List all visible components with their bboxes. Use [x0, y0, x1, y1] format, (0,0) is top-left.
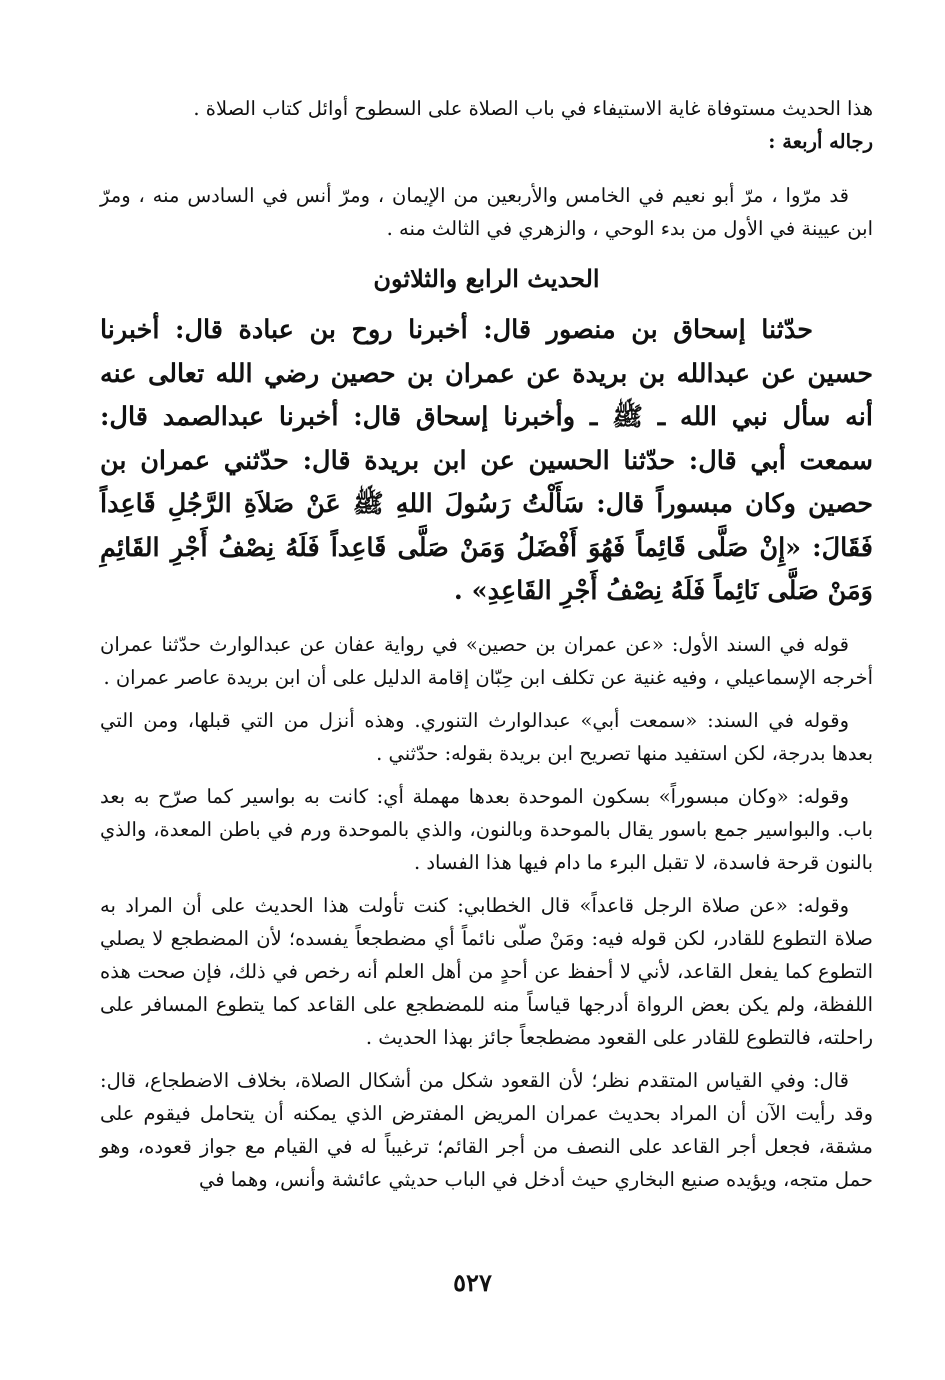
- page-number: ٥٢٧: [453, 1268, 492, 1297]
- commentary-paragraph-1: قوله في السند الأول: «عن عمران بن حصين» في رواية عفان عن عبدالوارث حدّثنا عمران أخرجه الإسماعيلي ، وفيه غنية عن تكلف ابن حِبّان إقامة الدليل على أن ابن بريدة عاصر عمران .: [100, 632, 873, 689]
- commentary-paragraph-4: وقوله: «عن صلاة الرجل قاعداً» قال الخطابي: كنت تأولت هذا الحديث على أن المراد به صلاة التطوع للقادر، لكن قوله فيه: ومَنْ صلّى نائماً أي مضطجعاً يفسده؛ لأن المضطجع لا يصلي التطوع كما يفعل القاعد، لأني لا أحفظ عن أحدٍ من أهل العلم أنه رخص في ذلك، فإن صحت هذه اللفظة، ولم يكن بعض الرواة أدرجها قياساً منه للمضطجع على القاعد كما يتطوع المسافر على راحلته، فالتطوع للقادر على القعود مضطجعاً جائز بهذا الحديث .: [100, 893, 873, 1049]
- page-content: [100, 92, 873, 1206]
- narrators-label: رجاله أربعة :: [768, 130, 873, 153]
- intro-line: هذا الحديث مستوفاة غاية الاستيفاء في باب الصلاة على السطوح أوائل كتاب الصلاة .: [193, 97, 873, 120]
- commentary-paragraph-3: وقوله: «وكان مبسوراً» بسكون الموحدة بعدها مهملة أي: كانت به بواسير كما صرّح به بعد باب. والبواسير جمع باسور يقال بالموحدة وبالنون، والذي بالموحدة ورم في باطن المعدة، والذي بالنون قرحة فاسدة، لا تقبل البرء ما دام فيها هذا الفساد .: [100, 784, 873, 874]
- hadith-text: حدّثنا إسحاق بن منصور قال: أخبرنا روح بن عبادة قال: أخبرنا حسين عن عبدالله بن بريدة عن عمران بن حصين رضي الله تعالى عنه أنه سأل نبي الله ـ ﷺ ـ وأخبرنا إسحاق قال: أخبرنا عبدالصمد قال: سمعت أبي قال: حدّثنا الحسين عن ابن بريدة قال: حدّثني عمران بن حصين وكان مبسوراً قال: سَأَلْتُ رَسُولَ اللهِ ﷺ عَنْ صَلاَةِ الرَّجُلِ قَاعِداً فَقَالَ: «إِنْ صَلَّى قَائِماً فَهُوَ أَفْضَلُ وَمَنْ صَلَّى قَاعِداً فَلَهُ نِصْفُ أَجْرِ القَائِمِ وَمَنْ صَلَّى نَائِماً فَلَهُ نِصْفُ أَجْرِ القَاعِدِ» .: [100, 315, 873, 606]
- narrators-text: قد مرّوا ، مرّ أبو نعيم في الخامس والأربعين من الإيمان ، ومرّ أنس في السادس منه ، ومرّ ابن عيينة في الأول من بدء الوحي ، والزهري في الثالث منه .: [100, 184, 873, 240]
- commentary-paragraph-5: قال: وفي القياس المتقدم نظر؛ لأن القعود شكل من أشكال الصلاة، بخلاف الاضطجاع، قال: وقد رأيت الآن أن المراد بحديث عمران المريض المفترض الذي يمكنه أن يتحامل فيقوم على مشقة، فجعل أجر القاعد على النصف من أجر القائم؛ ترغيباً له في القيام مع جواز قعوده، وهو حمل متجه، ويؤيده صنيع البخاري حيث أدخل في الباب حديثي عائشة وأنس، وهما في: [100, 1068, 873, 1191]
- hadith-heading: الحديث الرابع والثلاثون: [373, 264, 600, 293]
- commentary-paragraph-2: وقوله في السند: «سمعت أبي» عبدالوارث التنوري. وهذه أنزل من التي قبلها، ومن التي بعدها بدرجة، لكن استفيد منها تصريح ابن بريدة بقوله: حدّثني .: [100, 708, 873, 765]
